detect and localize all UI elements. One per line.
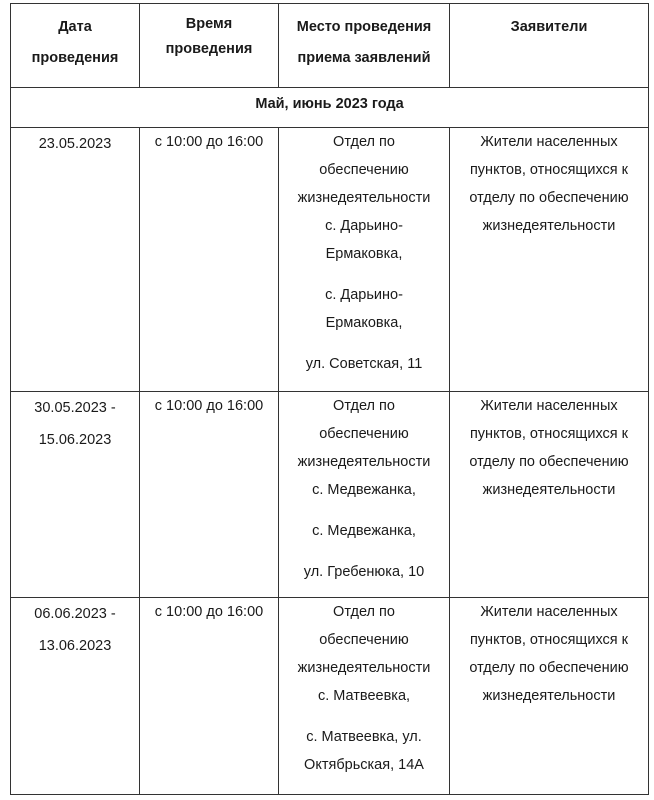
applicants-line: пунктов, относящихся к [469, 632, 629, 648]
applicants-line: пунктов, относящихся к [469, 162, 629, 178]
place-line: обеспечению [319, 426, 409, 442]
table-header-row [11, 4, 649, 88]
time-cell [140, 598, 279, 795]
header-time-line1: Время [185, 16, 233, 32]
applicants-cell [450, 598, 649, 795]
place-line: с. Матвеевка, [317, 688, 411, 704]
applicants-line: жизнедеятельности [482, 218, 616, 234]
paragraph-gap [279, 545, 449, 558]
place-cell [279, 598, 450, 795]
date-cell [11, 392, 140, 598]
table-row [11, 128, 649, 392]
time-cell [140, 392, 279, 598]
paragraph-gap [279, 710, 449, 723]
paragraph-gap [279, 504, 449, 517]
schedule-table [10, 3, 649, 795]
period-row [11, 88, 649, 128]
applicants-line: Жители населенных [480, 398, 618, 414]
time-value: с 10:00 до 16:00 [154, 604, 264, 620]
header-date-line1: Дата [58, 19, 92, 35]
place-line: с. Медвежанка, [312, 482, 416, 498]
time-value: с 10:00 до 16:00 [154, 134, 264, 150]
place-line: обеспечению [319, 632, 409, 648]
place-line: жизнедеятельности [297, 190, 431, 206]
period-cell [11, 88, 649, 128]
header-date-cell [11, 4, 140, 88]
table-row [11, 598, 649, 795]
place-line: с. Дарьино- [325, 218, 403, 234]
period-title: Май, июнь 2023 года [255, 96, 404, 112]
paragraph-gap [279, 268, 449, 281]
paragraph-gap [279, 337, 449, 350]
applicants-cell [450, 392, 649, 598]
place-line: Отдел по [333, 398, 395, 414]
header-date-line2: проведения [31, 50, 119, 66]
applicants-cell [450, 128, 649, 392]
date-cell [11, 128, 140, 392]
place-line: жизнедеятельности [297, 454, 431, 470]
applicants-line: отделу по обеспечению [469, 190, 629, 206]
applicants-line: жизнедеятельности [482, 688, 616, 704]
place-cell [279, 128, 450, 392]
date-line2: 15.06.2023 [38, 432, 112, 448]
time-value: с 10:00 до 16:00 [154, 398, 264, 414]
place-line: с. Дарьино- [325, 287, 403, 303]
header-time-cell [140, 4, 279, 88]
place-cell [279, 392, 450, 598]
applicants-line: отделу по обеспечению [469, 454, 629, 470]
place-line: жизнедеятельности [297, 660, 431, 676]
place-line: Отдел по [333, 604, 395, 620]
place-line: Ермаковка, [325, 246, 403, 262]
date-line2: 13.06.2023 [38, 638, 112, 654]
place-line: Ермаковка, [325, 315, 403, 331]
date-line1: 06.06.2023 - [34, 606, 116, 622]
table-row [11, 392, 649, 598]
place-line: обеспечению [319, 162, 409, 178]
date-line1: 23.05.2023 [38, 136, 112, 152]
header-applicants: Заявители [510, 19, 588, 35]
applicants-line: Жители населенных [480, 134, 618, 150]
applicants-line: жизнедеятельности [482, 482, 616, 498]
header-time-line2: проведения [165, 41, 253, 57]
date-cell [11, 598, 140, 795]
time-cell [140, 128, 279, 392]
place-line: Отдел по [333, 134, 395, 150]
place-line: Октябрьская, 14А [304, 757, 424, 773]
applicants-line: отделу по обеспечению [469, 660, 629, 676]
header-place-cell [279, 4, 450, 88]
applicants-line: Жители населенных [480, 604, 618, 620]
header-place-line1: Место проведения [296, 19, 432, 35]
place-line: с. Матвеевка, ул. [306, 729, 422, 745]
place-line: ул. Советская, 11 [305, 356, 423, 372]
header-applicants-cell [450, 4, 649, 88]
applicants-line: пунктов, относящихся к [469, 426, 629, 442]
place-line: с. Медвежанка, [312, 523, 416, 539]
header-place-line2: приема заявлений [297, 50, 431, 66]
place-line: ул. Гребенюка, 10 [303, 564, 425, 580]
date-line1: 30.05.2023 - [34, 400, 116, 416]
